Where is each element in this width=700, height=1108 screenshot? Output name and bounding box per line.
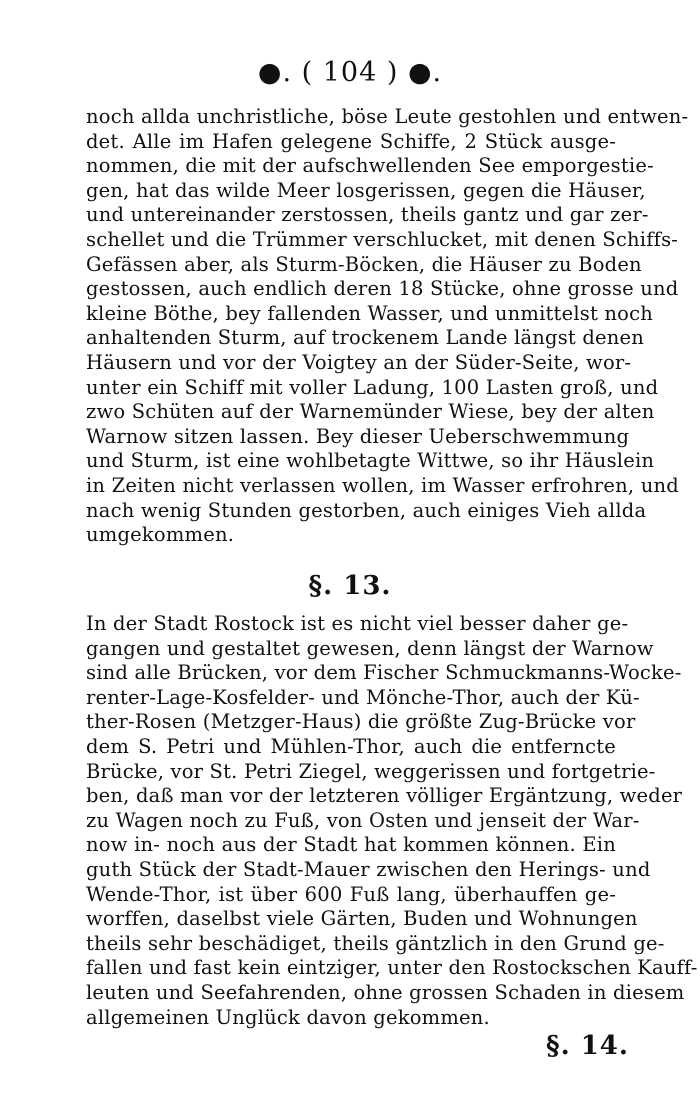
- paragraph-2: [86, 612, 698, 1030]
- text-line: Warnow sitzen lassen. Bey dieser Ueberschwemmung: [86, 424, 630, 448]
- text-line: ben, daß man vor der letzteren völliger Ergäntzung, weder: [86, 784, 683, 808]
- paragraph-1: [86, 105, 689, 548]
- text-line: guth Stück der Stadt-Mauer zwischen den Herings- und: [86, 857, 651, 881]
- text-line: umgekommen.: [86, 523, 235, 547]
- page-number-header: ●. ( 104 ) ●.: [257, 57, 443, 88]
- text-line: dem S. Petri und Mühlen-Thor, auch die entferncte: [86, 734, 616, 758]
- text-line: gangen und gestaltet gewesen, denn längst der Warnow: [86, 636, 654, 660]
- text-line: allgemeinen Unglück davon gekommen.: [86, 1005, 490, 1029]
- text-line: ther-Rosen (Metzger-Haus) die größte Zug-Brücke vor: [86, 710, 636, 734]
- text-line: renter-Lage-Kosfelder- und Mönche-Thor, auch der Kü-: [86, 685, 640, 709]
- section-heading: §. 13.: [308, 571, 392, 601]
- text-line: zu Wagen noch zu Fuß, von Osten und jenseit der War-: [86, 808, 640, 832]
- text-line: Häusern und vor der Voigtey an der Süder-Seite, wor-: [86, 350, 632, 374]
- text-line: kleine Böthe, bey fallenden Wasser, und unmittelst noch: [86, 301, 653, 325]
- text-line: zwo Schüten auf der Warnemünder Wiese, bey der alten: [86, 400, 655, 424]
- text-line: nommen, die mit der aufschwellenden See emporgestie-: [86, 154, 654, 178]
- text-line: Wende-Thor, ist über 600 Fuß lang, überhauffen ge-: [86, 882, 616, 906]
- text-line: gen, hat das wilde Meer losgerissen, gegen die Häuser,: [86, 178, 646, 202]
- text-line: sind alle Brücken, vor dem Fischer Schmuckmanns-Wocke-: [86, 661, 682, 685]
- text-line: und untereinander zerstossen, theils gantz und gar zer-: [86, 203, 649, 227]
- catchword: §. 14.: [546, 1031, 629, 1061]
- text-line: worffen, daselbst viele Gärten, Buden und Wohnungen: [86, 907, 638, 931]
- text-line: theils sehr beschädiget, theils gäntzlich in den Grund ge-: [86, 931, 665, 955]
- text-line: leuten und Seefahrenden, ohne grossen Schaden in diesem: [86, 980, 685, 1004]
- text-line: Gefässen aber, als Sturm-Böcken, die Häuser zu Boden: [86, 252, 642, 276]
- text-line: schellet und die Trümmer verschlucket, mit denen Schiffs-: [86, 227, 679, 251]
- text-line: now in- noch aus der Stadt hat kommen können. Ein: [86, 833, 616, 857]
- text-line: gestossen, auch endlich deren 18 Stücke, ohne grosse und: [86, 277, 679, 301]
- text-line: unter ein Schiff mit voller Ladung, 100 Lasten groß, und: [86, 375, 659, 399]
- text-line: noch allda unchristliche, böse Leute gestohlen und entwen-: [86, 105, 689, 128]
- text-line: In der Stadt Rostock ist es nicht viel besser daher ge-: [86, 612, 629, 635]
- text-line: det. Alle im Hafen gelegene Schiffe, 2 Stück ausge-: [86, 129, 616, 153]
- text-line: Brücke, vor St. Petri Ziegel, weggerissen und fortgetrie-: [86, 759, 656, 783]
- text-line: in Zeiten nicht verlassen wollen, im Wasser erfrohren, und: [86, 473, 679, 497]
- text-line: und Sturm, ist eine wohlbetagte Wittwe, so ihr Häuslein: [86, 449, 655, 473]
- text-line: nach wenig Stunden gestorben, auch einiges Vieh allda: [86, 498, 647, 522]
- text-line: fallen und fast kein eintziger, unter den Rostockschen Kauff-: [86, 956, 698, 980]
- text-line: anhaltenden Sturm, auf trockenem Lande längst denen: [86, 326, 645, 350]
